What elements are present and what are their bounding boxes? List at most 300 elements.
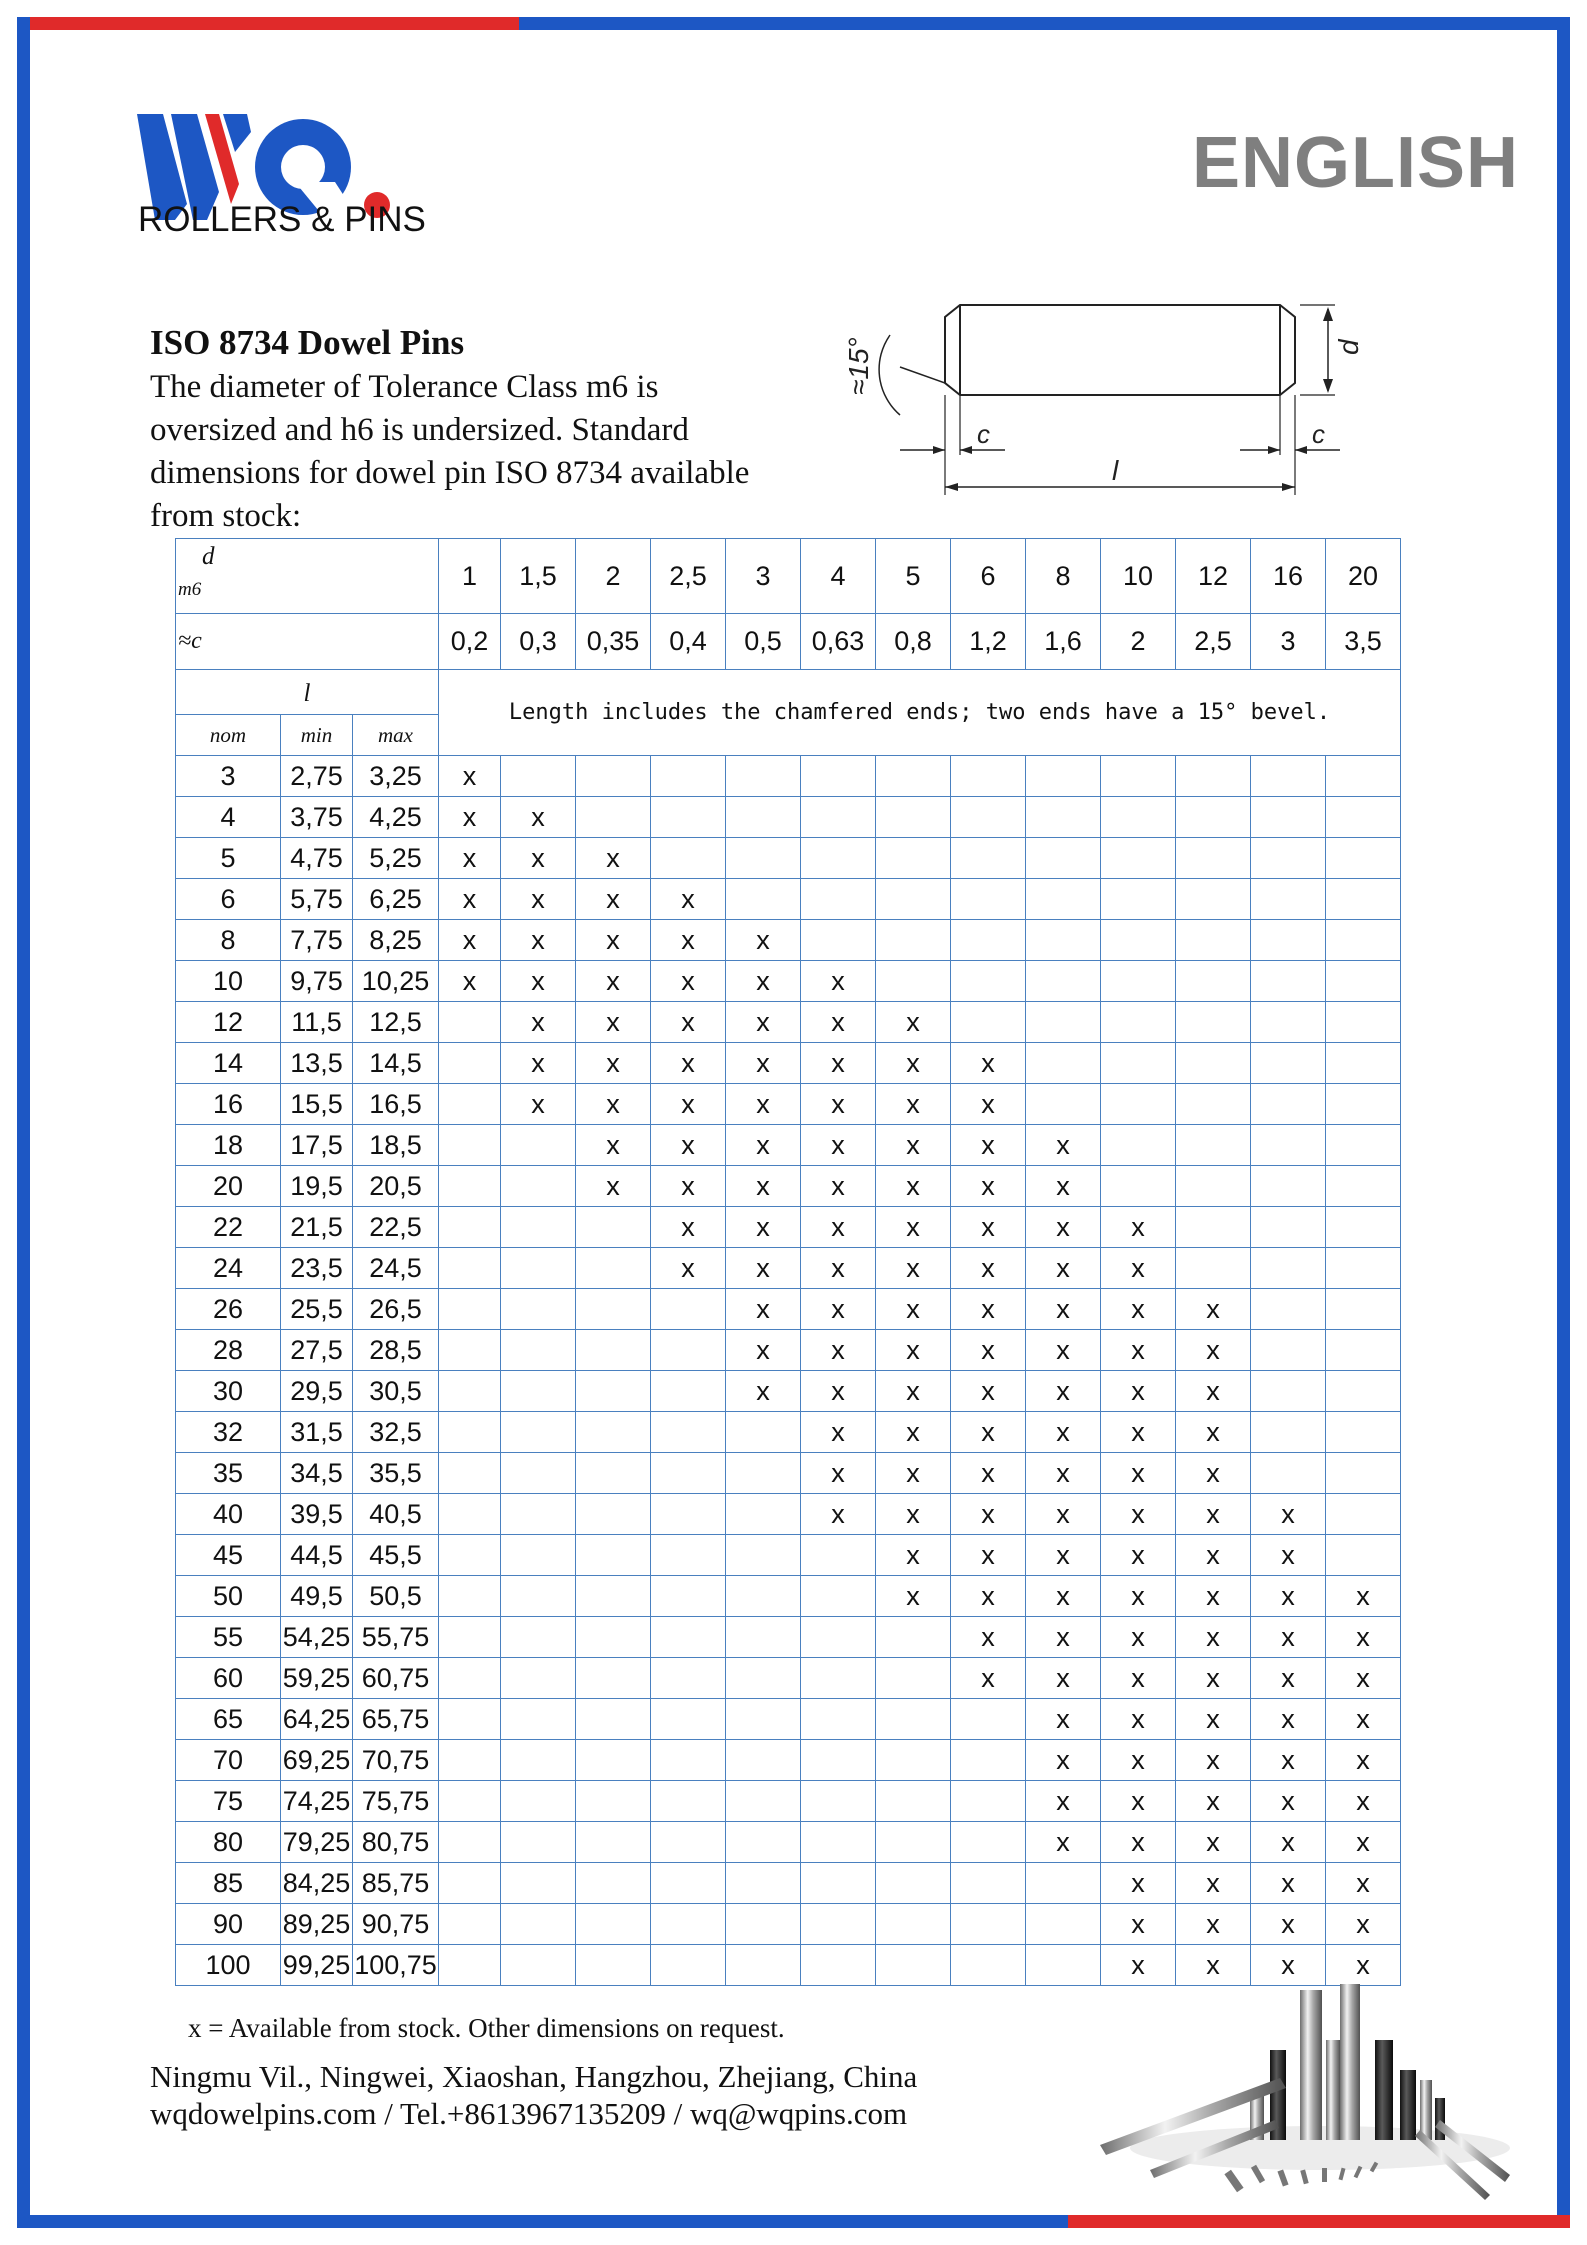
availability-empty xyxy=(726,1658,801,1699)
availability-empty xyxy=(876,1781,951,1822)
availability-empty xyxy=(876,1822,951,1863)
availability-empty xyxy=(876,1617,951,1658)
availability-mark: x xyxy=(1176,1371,1251,1412)
availability-mark: x xyxy=(1026,1330,1101,1371)
availability-empty xyxy=(501,1863,576,1904)
length-row xyxy=(176,1043,1401,1084)
length-max-cell: 45,5 xyxy=(353,1535,439,1576)
length-max-cell: 80,75 xyxy=(353,1822,439,1863)
length-row xyxy=(176,756,1401,797)
availability-empty xyxy=(1101,879,1176,920)
availability-empty xyxy=(1026,879,1101,920)
length-nom-cell: 22 xyxy=(176,1207,281,1248)
length-nom-cell: 60 xyxy=(176,1658,281,1699)
availability-empty xyxy=(1101,838,1176,879)
availability-empty xyxy=(876,1904,951,1945)
availability-empty xyxy=(651,1289,726,1330)
d-dimension-label: d xyxy=(1333,339,1364,355)
availability-empty xyxy=(1326,1535,1401,1576)
availability-empty xyxy=(651,1658,726,1699)
length-row xyxy=(176,1084,1401,1125)
availability-mark: x xyxy=(951,1207,1026,1248)
availability-mark: x xyxy=(651,879,726,920)
availability-empty xyxy=(1326,797,1401,838)
availability-empty xyxy=(501,1371,576,1412)
availability-mark: x xyxy=(951,1043,1026,1084)
nom-header: nom xyxy=(176,715,281,756)
d-value-cell: 3 xyxy=(726,539,801,614)
availability-mark: x xyxy=(1326,1822,1401,1863)
length-max-cell: 60,75 xyxy=(353,1658,439,1699)
length-max-cell: 10,25 xyxy=(353,961,439,1002)
availability-mark: x xyxy=(1176,1617,1251,1658)
availability-mark: x xyxy=(876,1043,951,1084)
length-nom-cell: 10 xyxy=(176,961,281,1002)
availability-mark: x xyxy=(651,1248,726,1289)
availability-mark: x xyxy=(876,1494,951,1535)
availability-empty xyxy=(1026,1084,1101,1125)
length-min-cell: 89,25 xyxy=(281,1904,353,1945)
availability-mark: x xyxy=(1176,1740,1251,1781)
availability-empty xyxy=(726,1494,801,1535)
availability-empty xyxy=(1251,920,1326,961)
availability-mark: x xyxy=(951,1453,1026,1494)
availability-empty xyxy=(951,920,1026,961)
d-value-cell: 1,5 xyxy=(501,539,576,614)
availability-mark: x xyxy=(951,1535,1026,1576)
availability-empty xyxy=(1251,797,1326,838)
address-line: Ningmu Vil., Ningwei, Xiaoshan, Hangzhou, Zhejiang, China xyxy=(150,2059,918,2094)
availability-empty xyxy=(1101,1043,1176,1084)
availability-empty xyxy=(1101,1084,1176,1125)
availability-empty xyxy=(801,756,876,797)
availability-empty xyxy=(1251,1289,1326,1330)
length-max-cell: 24,5 xyxy=(353,1248,439,1289)
availability-empty xyxy=(439,1043,501,1084)
availability-empty xyxy=(1176,1207,1251,1248)
availability-empty xyxy=(876,1945,951,1986)
availability-empty xyxy=(501,1576,576,1617)
availability-mark: x xyxy=(1251,1535,1326,1576)
availability-empty xyxy=(576,1207,651,1248)
c-dimension-label-left: c xyxy=(977,419,990,449)
length-min-cell: 39,5 xyxy=(281,1494,353,1535)
availability-empty xyxy=(439,1945,501,1986)
availability-empty xyxy=(501,1617,576,1658)
length-note: Length includes the chamfered ends; two ends have a 15° bevel. xyxy=(508,700,1331,725)
length-max-cell: 16,5 xyxy=(353,1084,439,1125)
availability-empty xyxy=(651,1494,726,1535)
availability-empty xyxy=(1251,1412,1326,1453)
availability-mark: x xyxy=(576,1166,651,1207)
availability-empty xyxy=(439,1699,501,1740)
frame-left xyxy=(17,17,30,2228)
availability-mark: x xyxy=(501,838,576,879)
availability-mark: x xyxy=(726,1084,801,1125)
availability-empty xyxy=(651,1371,726,1412)
availability-empty xyxy=(1251,1043,1326,1084)
length-row xyxy=(176,1617,1401,1658)
availability-mark: x xyxy=(876,1248,951,1289)
availability-mark: x xyxy=(951,1494,1026,1535)
availability-mark: x xyxy=(876,1535,951,1576)
length-min-cell: 59,25 xyxy=(281,1658,353,1699)
availability-mark: x xyxy=(1251,1658,1326,1699)
language-label: ENGLISH xyxy=(1191,123,1519,203)
availability-empty xyxy=(801,920,876,961)
length-min-cell: 21,5 xyxy=(281,1207,353,1248)
length-min-cell: 64,25 xyxy=(281,1699,353,1740)
c-value-cell: 0,5 xyxy=(726,614,801,670)
availability-mark: x xyxy=(1026,1658,1101,1699)
d-value-cell: 8 xyxy=(1026,539,1101,614)
availability-mark: x xyxy=(1101,1781,1176,1822)
availability-empty xyxy=(439,1453,501,1494)
availability-mark: x xyxy=(1251,1863,1326,1904)
length-min-cell: 34,5 xyxy=(281,1453,353,1494)
length-nom-cell: 16 xyxy=(176,1084,281,1125)
availability-empty xyxy=(439,1617,501,1658)
availability-mark: x xyxy=(801,1330,876,1371)
availability-empty xyxy=(439,1904,501,1945)
availability-mark: x xyxy=(726,920,801,961)
length-row xyxy=(176,1740,1401,1781)
availability-mark: x xyxy=(439,920,501,961)
availability-empty xyxy=(576,1904,651,1945)
availability-mark: x xyxy=(951,1617,1026,1658)
availability-empty xyxy=(876,1699,951,1740)
availability-mark: x xyxy=(1026,1617,1101,1658)
length-max-cell: 8,25 xyxy=(353,920,439,961)
availability-mark: x xyxy=(576,1002,651,1043)
length-nom-cell: 3 xyxy=(176,756,281,797)
availability-mark: x xyxy=(1101,1494,1176,1535)
c-value-cell: 2 xyxy=(1101,614,1176,670)
availability-empty xyxy=(439,1125,501,1166)
length-nom-cell: 12 xyxy=(176,1002,281,1043)
availability-mark: x xyxy=(1251,1781,1326,1822)
availability-empty xyxy=(801,838,876,879)
length-row xyxy=(176,1904,1401,1945)
length-max-cell: 22,5 xyxy=(353,1207,439,1248)
length-row xyxy=(176,1125,1401,1166)
availability-mark: x xyxy=(951,1330,1026,1371)
availability-empty xyxy=(501,1289,576,1330)
length-max-cell: 100,75 xyxy=(353,1945,439,1986)
length-max-cell: 28,5 xyxy=(353,1330,439,1371)
length-row xyxy=(176,1002,1401,1043)
availability-empty xyxy=(439,1535,501,1576)
availability-mark: x xyxy=(1101,1371,1176,1412)
logo-tagline: ROLLERS & PINS xyxy=(138,200,426,239)
length-nom-cell: 70 xyxy=(176,1740,281,1781)
availability-empty xyxy=(1176,838,1251,879)
availability-empty xyxy=(576,1330,651,1371)
availability-empty xyxy=(801,879,876,920)
length-min-cell: 84,25 xyxy=(281,1863,353,1904)
availability-empty xyxy=(501,1207,576,1248)
availability-mark: x xyxy=(1326,1617,1401,1658)
availability-empty xyxy=(726,1576,801,1617)
c-symbol: ≈c xyxy=(178,628,202,654)
availability-empty xyxy=(876,961,951,1002)
availability-mark: x xyxy=(1176,1453,1251,1494)
availability-empty xyxy=(439,1289,501,1330)
availability-mark: x xyxy=(951,1371,1026,1412)
availability-empty xyxy=(726,838,801,879)
availability-empty xyxy=(1326,1453,1401,1494)
availability-empty xyxy=(726,1535,801,1576)
availability-mark: x xyxy=(1251,1822,1326,1863)
availability-empty xyxy=(1026,961,1101,1002)
availability-mark: x xyxy=(1176,1945,1251,1986)
availability-empty xyxy=(501,1248,576,1289)
length-nom-cell: 26 xyxy=(176,1289,281,1330)
length-min-cell: 54,25 xyxy=(281,1617,353,1658)
availability-empty xyxy=(726,756,801,797)
availability-empty xyxy=(1101,797,1176,838)
length-max-cell: 26,5 xyxy=(353,1289,439,1330)
availability-mark: x xyxy=(951,1125,1026,1166)
length-nom-cell: 45 xyxy=(176,1535,281,1576)
d-value-cell: 4 xyxy=(801,539,876,614)
availability-empty xyxy=(951,1945,1026,1986)
length-min-cell: 49,5 xyxy=(281,1576,353,1617)
availability-mark: x xyxy=(576,1043,651,1084)
availability-mark: x xyxy=(1176,1699,1251,1740)
length-max-cell: 5,25 xyxy=(353,838,439,879)
length-max-cell: 14,5 xyxy=(353,1043,439,1084)
availability-mark: x xyxy=(951,1576,1026,1617)
availability-mark: x xyxy=(576,879,651,920)
length-nom-cell: 28 xyxy=(176,1330,281,1371)
l-dimension-label: l xyxy=(1112,455,1119,486)
length-min-cell: 15,5 xyxy=(281,1084,353,1125)
d-value-cell: 2 xyxy=(576,539,651,614)
availability-mark: x xyxy=(1026,1494,1101,1535)
availability-mark: x xyxy=(726,1166,801,1207)
length-row xyxy=(176,1576,1401,1617)
availability-mark: x xyxy=(1176,1822,1251,1863)
availability-empty xyxy=(1251,1084,1326,1125)
availability-mark: x xyxy=(1251,1904,1326,1945)
availability-empty xyxy=(951,838,1026,879)
c-value-cell: 0,63 xyxy=(801,614,876,670)
availability-mark: x xyxy=(1251,1617,1326,1658)
availability-empty xyxy=(1176,1043,1251,1084)
availability-empty xyxy=(801,1822,876,1863)
availability-mark: x xyxy=(1326,1658,1401,1699)
availability-empty xyxy=(576,1740,651,1781)
availability-mark: x xyxy=(501,920,576,961)
length-nom-cell: 5 xyxy=(176,838,281,879)
availability-empty xyxy=(439,1207,501,1248)
d-tolerance: m6 xyxy=(178,579,202,600)
availability-empty xyxy=(501,1125,576,1166)
availability-empty xyxy=(1326,1371,1401,1412)
availability-mark: x xyxy=(1176,1289,1251,1330)
length-max-cell: 12,5 xyxy=(353,1002,439,1043)
availability-empty xyxy=(1326,1289,1401,1330)
availability-empty xyxy=(439,1371,501,1412)
length-min-cell: 13,5 xyxy=(281,1043,353,1084)
availability-empty xyxy=(501,1535,576,1576)
length-min-cell: 7,75 xyxy=(281,920,353,961)
availability-empty xyxy=(1251,756,1326,797)
availability-empty xyxy=(801,1904,876,1945)
availability-empty xyxy=(1251,1330,1326,1371)
availability-mark: x xyxy=(1026,1535,1101,1576)
availability-empty xyxy=(439,1740,501,1781)
availability-mark: x xyxy=(576,1125,651,1166)
length-nom-cell: 55 xyxy=(176,1617,281,1658)
c-dimension-label-right: c xyxy=(1312,419,1325,449)
availability-empty xyxy=(651,1699,726,1740)
availability-mark: x xyxy=(951,1248,1026,1289)
availability-empty xyxy=(1176,756,1251,797)
availability-empty xyxy=(439,1002,501,1043)
availability-empty xyxy=(576,1289,651,1330)
length-min-cell: 79,25 xyxy=(281,1822,353,1863)
availability-mark: x xyxy=(1176,1781,1251,1822)
availability-empty xyxy=(1326,756,1401,797)
availability-mark: x xyxy=(801,961,876,1002)
length-max-cell: 65,75 xyxy=(353,1699,439,1740)
availability-mark: x xyxy=(651,920,726,961)
availability-mark: x xyxy=(876,1084,951,1125)
stock-note: x = Available from stock. Other dimensions on request. xyxy=(188,2013,785,2043)
availability-empty xyxy=(726,879,801,920)
length-min-cell: 74,25 xyxy=(281,1781,353,1822)
availability-empty xyxy=(1026,1002,1101,1043)
availability-empty xyxy=(951,1822,1026,1863)
availability-empty xyxy=(876,920,951,961)
availability-empty xyxy=(726,1822,801,1863)
availability-empty xyxy=(951,879,1026,920)
availability-empty xyxy=(1026,1863,1101,1904)
availability-empty xyxy=(1176,797,1251,838)
availability-mark: x xyxy=(1326,1699,1401,1740)
availability-empty xyxy=(726,1412,801,1453)
availability-empty xyxy=(1176,1002,1251,1043)
length-min-cell: 29,5 xyxy=(281,1371,353,1412)
d-value-cell: 1 xyxy=(439,539,501,614)
availability-mark: x xyxy=(726,1207,801,1248)
availability-mark: x xyxy=(1176,1904,1251,1945)
availability-empty xyxy=(439,1494,501,1535)
length-row xyxy=(176,1412,1401,1453)
availability-empty xyxy=(1026,1904,1101,1945)
availability-empty xyxy=(951,1781,1026,1822)
length-max-cell: 20,5 xyxy=(353,1166,439,1207)
availability-empty xyxy=(651,1945,726,1986)
availability-mark: x xyxy=(1101,1453,1176,1494)
availability-empty xyxy=(501,1822,576,1863)
availability-mark: x xyxy=(1251,1945,1326,1986)
length-max-cell: 30,5 xyxy=(353,1371,439,1412)
d-value-cell: 6 xyxy=(951,539,1026,614)
availability-mark: x xyxy=(576,961,651,1002)
availability-empty xyxy=(576,797,651,838)
availability-mark: x xyxy=(1026,1289,1101,1330)
d-value-cell: 16 xyxy=(1251,539,1326,614)
availability-empty xyxy=(1026,1043,1101,1084)
length-row xyxy=(176,1248,1401,1289)
length-row xyxy=(176,838,1401,879)
availability-empty xyxy=(1251,838,1326,879)
availability-empty xyxy=(1026,838,1101,879)
address-block xyxy=(150,2058,917,2132)
c-value-cell: 3,5 xyxy=(1326,614,1401,670)
availability-empty xyxy=(576,1945,651,1986)
availability-empty xyxy=(1026,756,1101,797)
availability-empty xyxy=(1176,1125,1251,1166)
length-max-cell: 55,75 xyxy=(353,1617,439,1658)
availability-empty xyxy=(801,1576,876,1617)
availability-mark: x xyxy=(1176,1576,1251,1617)
page-description: The diameter of Tolerance Class m6 is oversized and h6 is undersized. Standard dimensions for dowel pin ISO 8734 available from stock: xyxy=(150,369,750,534)
availability-empty xyxy=(1326,1412,1401,1453)
availability-empty xyxy=(876,1658,951,1699)
availability-mark: x xyxy=(1251,1740,1326,1781)
length-nom-cell: 32 xyxy=(176,1412,281,1453)
availability-empty xyxy=(1326,1166,1401,1207)
availability-empty xyxy=(576,1658,651,1699)
availability-empty xyxy=(439,1863,501,1904)
page-title: ISO 8734 Dowel Pins xyxy=(150,323,465,362)
availability-mark: x xyxy=(1326,1576,1401,1617)
availability-empty xyxy=(951,797,1026,838)
length-max-cell: 3,25 xyxy=(353,756,439,797)
availability-mark: x xyxy=(801,1248,876,1289)
availability-empty xyxy=(576,1576,651,1617)
availability-mark: x xyxy=(1026,1207,1101,1248)
availability-mark: x xyxy=(726,1371,801,1412)
length-row xyxy=(176,797,1401,838)
availability-empty xyxy=(651,1330,726,1371)
availability-empty xyxy=(651,1576,726,1617)
availability-empty xyxy=(1326,920,1401,961)
availability-mark: x xyxy=(651,1043,726,1084)
availability-empty xyxy=(726,1740,801,1781)
availability-empty xyxy=(1101,961,1176,1002)
availability-empty xyxy=(501,756,576,797)
availability-empty xyxy=(801,1617,876,1658)
length-nom-cell: 50 xyxy=(176,1576,281,1617)
availability-mark: x xyxy=(1026,1125,1101,1166)
availability-empty xyxy=(1326,961,1401,1002)
availability-empty xyxy=(576,1248,651,1289)
length-nom-cell: 4 xyxy=(176,797,281,838)
c-value-cell: 0,3 xyxy=(501,614,576,670)
availability-mark: x xyxy=(1176,1658,1251,1699)
availability-mark: x xyxy=(951,1166,1026,1207)
availability-mark: x xyxy=(1176,1863,1251,1904)
availability-mark: x xyxy=(801,1207,876,1248)
availability-empty xyxy=(1176,879,1251,920)
max-header: max xyxy=(353,715,439,756)
length-max-cell: 70,75 xyxy=(353,1740,439,1781)
availability-empty xyxy=(801,1658,876,1699)
availability-empty xyxy=(651,1822,726,1863)
availability-mark: x xyxy=(439,838,501,879)
length-min-cell: 69,25 xyxy=(281,1740,353,1781)
availability-mark: x xyxy=(501,1002,576,1043)
availability-empty xyxy=(439,1084,501,1125)
availability-empty xyxy=(726,1453,801,1494)
availability-mark: x xyxy=(1326,1740,1401,1781)
availability-mark: x xyxy=(1176,1330,1251,1371)
